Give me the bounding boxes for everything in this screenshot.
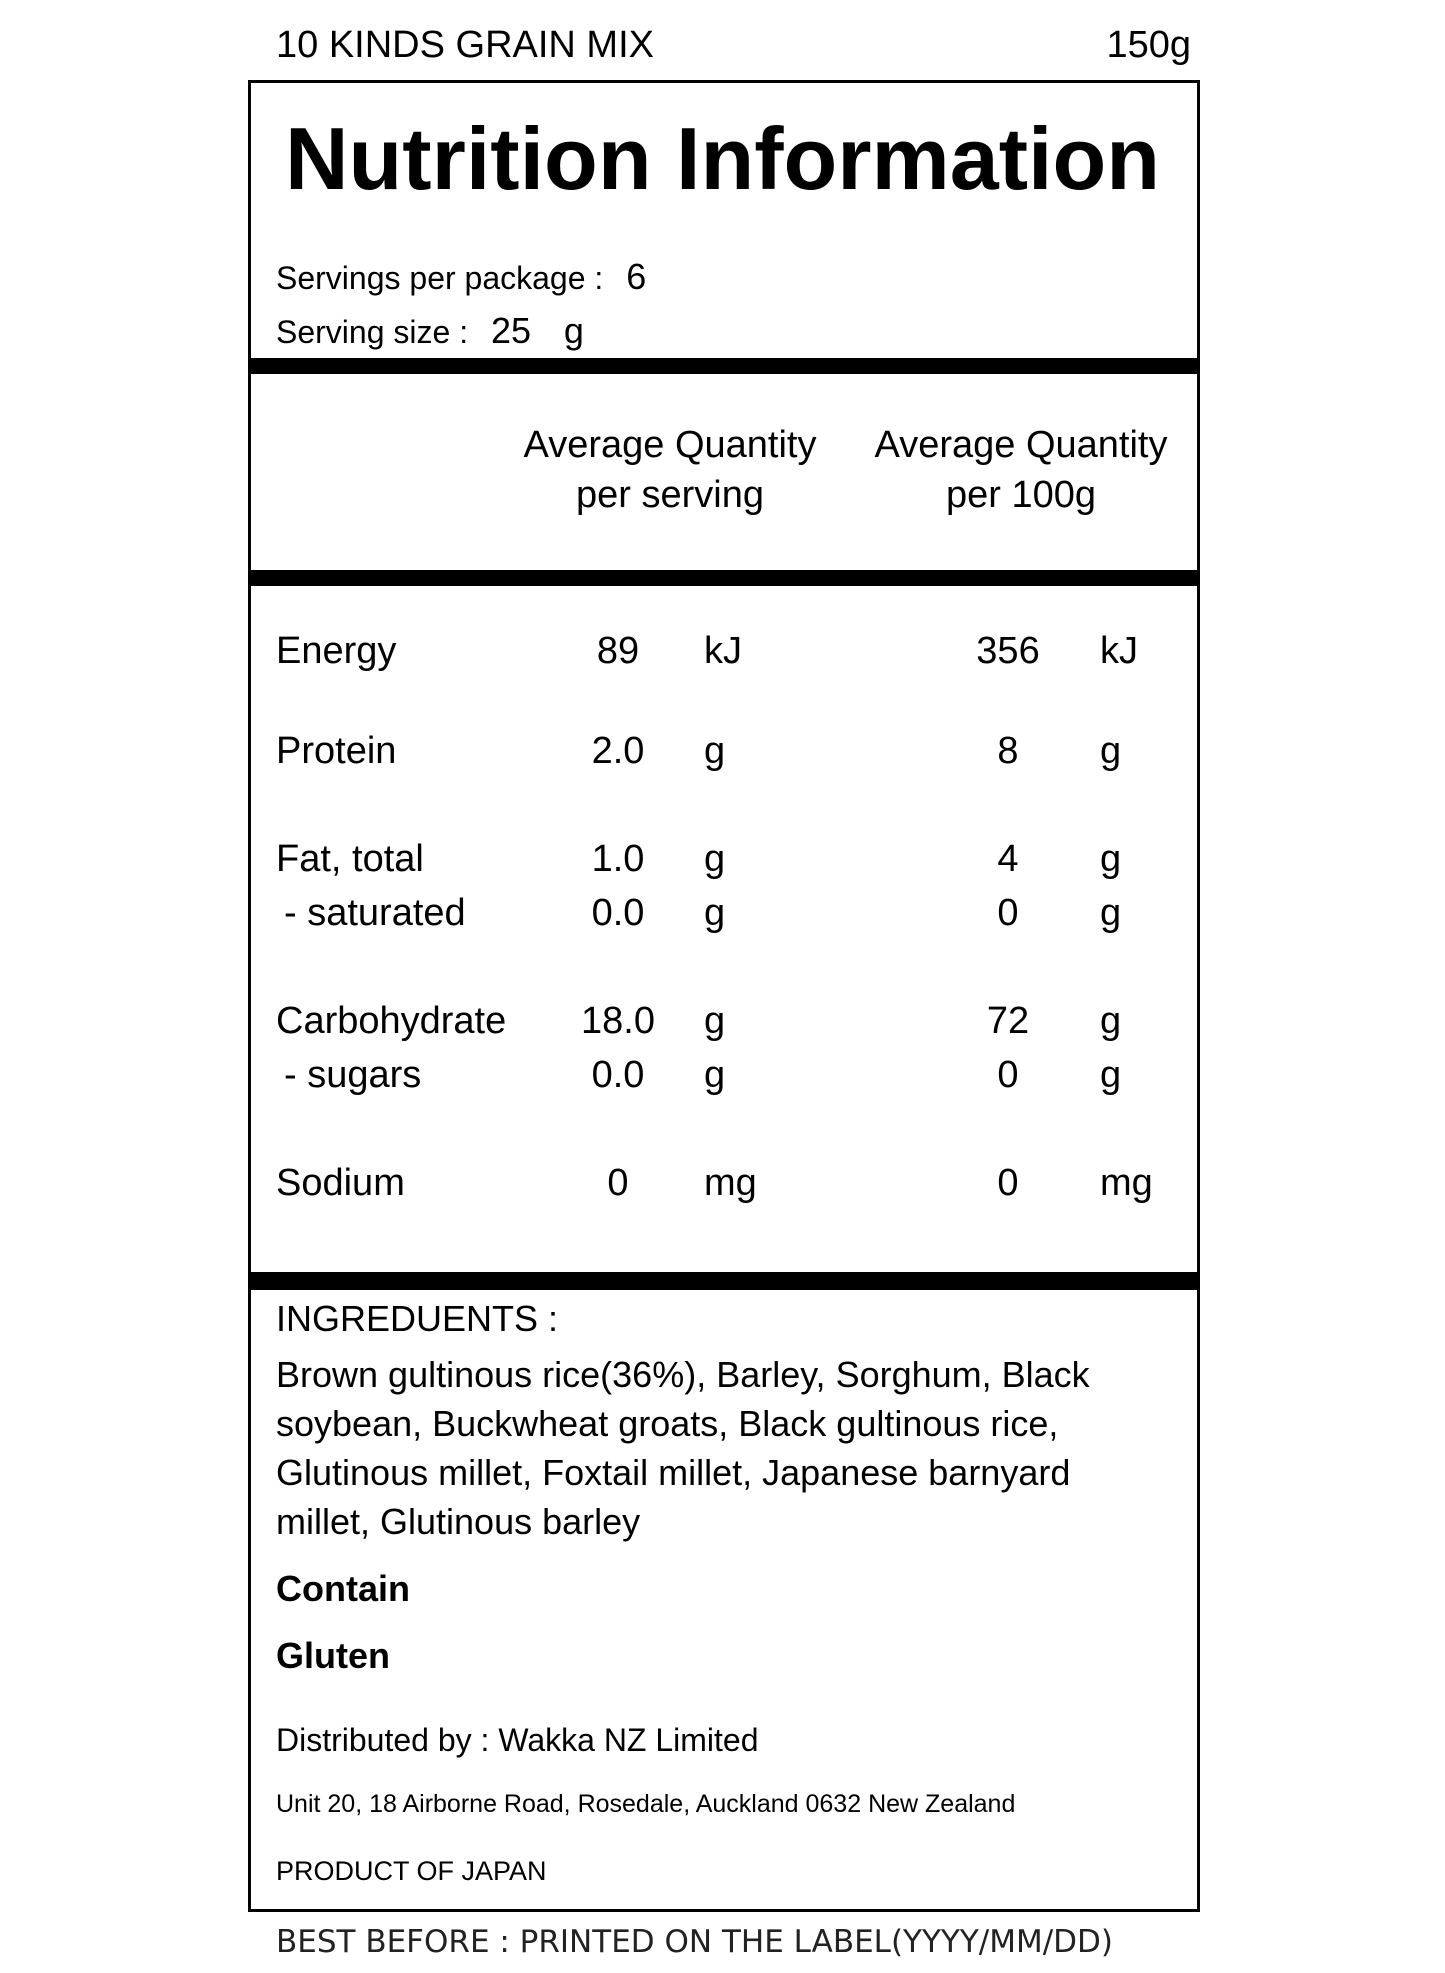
nutrient-per100-value: 4 (997, 838, 1019, 880)
nutrient-serving-unit: g (704, 1000, 726, 1042)
divider-bar (248, 570, 1200, 586)
distributor-line: Distributed by : Wakka NZ Limited (276, 1722, 759, 1758)
nutrient-serving-value: 0.0 (591, 1054, 645, 1096)
serving-size (276, 310, 584, 352)
divider-bar (248, 1272, 1200, 1290)
serving-size-value: 25 (490, 310, 532, 351)
nutrient-label: - saturated (284, 892, 466, 934)
nutrient-label: - sugars (284, 1054, 422, 1096)
net-weight: 150g (1106, 24, 1191, 66)
ingredients-heading: INGREDUENTS : (276, 1298, 559, 1339)
nutrient-per100-value: 72 (986, 1000, 1030, 1042)
nutrient-serving-unit: g (704, 1054, 726, 1096)
servings-label: Servings per package : (276, 260, 604, 296)
contain-label: Contain (276, 1568, 410, 1609)
column-per-serving (500, 420, 840, 520)
nutrient-label: Fat, total (276, 838, 424, 880)
nutrient-per100-value: 0 (997, 892, 1019, 934)
nutrient-per100-unit: g (1100, 838, 1122, 880)
allergen-name: Gluten (276, 1635, 390, 1676)
distributor-address: Unit 20, 18 Airborne Road, Rosedale, Auckland 0632 New Zealand (276, 1790, 1016, 1818)
nutrient-per100-value: 0 (997, 1054, 1019, 1096)
servings-value: 6 (626, 256, 647, 297)
nutrient-per100-unit: g (1100, 730, 1122, 772)
panel-title: Nutrition Information (285, 109, 1160, 208)
column-per-100g-line1: Average Quantity (874, 424, 1168, 466)
nutrient-serving-value: 0 (607, 1162, 629, 1204)
nutrient-serving-value: 1.0 (591, 838, 645, 880)
column-per-100g-line2: per 100g (945, 474, 1096, 516)
nutrient-per100-value: 356 (976, 630, 1040, 672)
column-per-100g (856, 420, 1186, 520)
nutrient-serving-unit: g (704, 892, 726, 934)
nutrient-label: Carbohydrate (276, 1000, 507, 1042)
nutrient-serving-unit: g (704, 838, 726, 880)
nutrient-serving-value: 89 (596, 630, 640, 672)
nutrient-per100-value: 0 (997, 1162, 1019, 1204)
nutrient-per100-unit: g (1100, 892, 1122, 934)
product-name: 10 KINDS GRAIN MIX (276, 24, 654, 66)
nutrient-serving-value: 2.0 (591, 730, 645, 772)
nutrient-serving-unit: kJ (704, 630, 742, 672)
serving-size-label: Serving size : (276, 314, 469, 350)
nutrient-per100-unit: g (1100, 1000, 1122, 1042)
nutrient-label: Sodium (276, 1162, 405, 1204)
nutrition-panel (248, 80, 1200, 1912)
nutrient-per100-value: 8 (997, 730, 1019, 772)
servings-per-package (276, 256, 646, 298)
best-before: BEST BEFORE : PRINTED ON THE LABEL(YYYY/MM/DD) (276, 1924, 1113, 1960)
nutrient-per100-unit: g (1100, 1054, 1122, 1096)
nutrient-serving-unit: g (704, 730, 726, 772)
ingredients-text: Brown gultinous rice(36%), Barley, Sorghum, Black soybean, Buckwheat groats, Black gultinous rice, Glutinous millet, Foxtail millet, Japanese barnyard millet, Glutinous barley (276, 1354, 1090, 1542)
nutrient-serving-unit: mg (704, 1162, 757, 1204)
column-per-serving-line2: per serving (576, 474, 764, 516)
divider-bar (248, 358, 1200, 374)
country-of-origin: PRODUCT OF JAPAN (276, 1856, 547, 1886)
serving-size-unit: g (563, 310, 584, 351)
nutrient-label: Energy (276, 630, 397, 672)
column-per-serving-line1: Average Quantity (523, 424, 817, 466)
nutrient-per100-unit: mg (1100, 1162, 1153, 1204)
nutrient-serving-value: 0.0 (591, 892, 645, 934)
nutrient-label: Protein (276, 730, 397, 772)
nutrient-per100-unit: kJ (1100, 630, 1138, 672)
nutrient-serving-value: 18.0 (581, 1000, 655, 1042)
